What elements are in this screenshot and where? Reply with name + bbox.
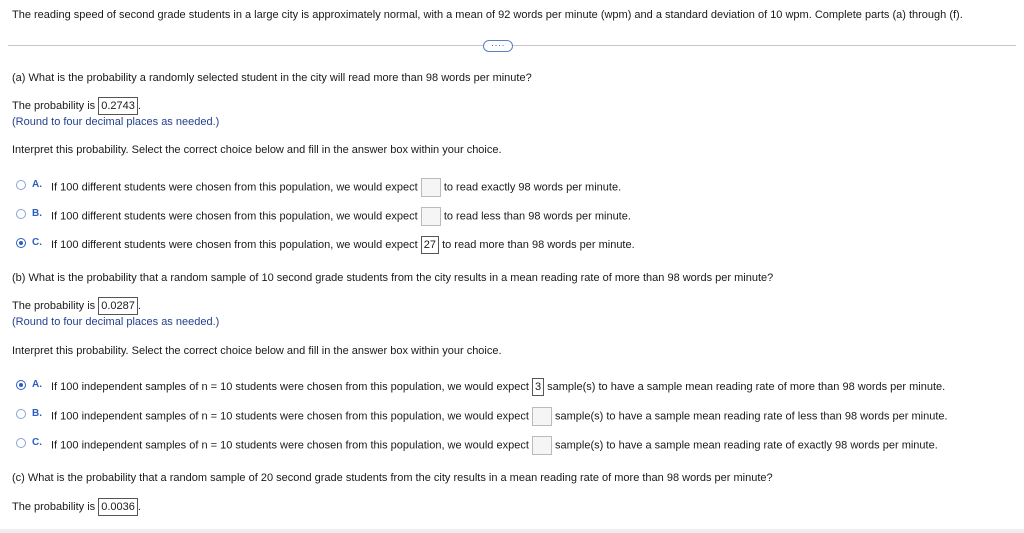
choice-text: sample(s) to have a sample mean reading rate of less than 98 words per minute.: [555, 410, 948, 423]
choice-text: If 100 different students were chosen from this population, we would expect: [51, 238, 418, 251]
bottom-scroll-edge: [0, 529, 1024, 533]
part-b-question: (b) What is the probability that a random sample of 10 second grade students from the city results in a mean reading rate of more than 98 words per minute?: [12, 272, 774, 284]
choice-letter: A.: [32, 379, 42, 390]
choice-letter: A.: [32, 179, 42, 190]
part-b-interpret-instruction: Interpret this probability. Select the correct choice below and fill in the answer box within your choice.: [12, 345, 502, 357]
part-b-round-hint: (Round to four decimal places as needed.): [12, 316, 220, 328]
part-b-choice-c[interactable]: [51, 436, 938, 455]
part-a-choice-c-answer-box[interactable]: 27: [421, 236, 439, 254]
part-a-choice-a-radio[interactable]: [16, 180, 26, 190]
probability-prefix: The probability is: [12, 99, 96, 112]
part-b-probability-answer[interactable]: 0.0287: [98, 297, 138, 315]
period: .: [137, 99, 141, 112]
period: .: [137, 299, 141, 312]
period: .: [137, 500, 141, 513]
choice-letter: B.: [32, 408, 42, 419]
choice-text: If 100 different students were chosen from this population, we would expect: [51, 181, 418, 194]
part-b-choice-c-radio[interactable]: [16, 438, 26, 448]
choice-text: If 100 independent samples of n = 10 students were chosen from this population, we would expect: [51, 439, 529, 452]
choice-text: If 100 different students were chosen from this population, we would expect: [51, 210, 418, 223]
choice-text: to read less than 98 words per minute.: [443, 210, 631, 223]
choice-text: sample(s) to have a sample mean reading rate of more than 98 words per minute.: [547, 380, 946, 393]
choice-text: If 100 independent samples of n = 10 students were chosen from this population, we would expect: [51, 380, 529, 393]
choice-text: to read more than 98 words per minute.: [442, 238, 635, 251]
part-a-choice-a[interactable]: [51, 178, 621, 197]
part-a-choice-c-radio-selected[interactable]: [16, 238, 26, 248]
part-a-round-hint: (Round to four decimal places as needed.): [12, 116, 220, 128]
part-b-choice-c-answer-box[interactable]: [532, 436, 552, 455]
part-a-interpret-instruction: Interpret this probability. Select the correct choice below and fill in the answer box within your choice.: [12, 144, 502, 156]
choice-letter: B.: [32, 208, 42, 219]
probability-prefix: The probability is: [12, 299, 96, 312]
expand-more-button[interactable]: ····: [483, 40, 513, 52]
part-a-choice-b[interactable]: [51, 207, 631, 226]
probability-prefix: The probability is: [12, 500, 96, 513]
part-b-probability-line: [12, 297, 141, 315]
part-a-probability-line: [12, 97, 141, 115]
part-a-choice-b-answer-box[interactable]: [421, 207, 441, 226]
part-b-choice-b-answer-box[interactable]: [532, 407, 552, 426]
part-b-choice-a-radio-selected[interactable]: [16, 380, 26, 390]
part-b-choice-a-answer-box[interactable]: 3: [532, 378, 544, 396]
choice-letter: C.: [32, 237, 42, 248]
part-c-question: (c) What is the probability that a random sample of 20 second grade students from the city results in a mean reading rate of more than 98 words per minute?: [12, 472, 773, 484]
part-a-question: (a) What is the probability a randomly selected student in the city will read more than 98 words per minute?: [12, 72, 532, 84]
part-a-choice-b-radio[interactable]: [16, 209, 26, 219]
part-b-choice-b[interactable]: [51, 407, 948, 426]
problem-statement: The reading speed of second grade students in a large city is approximately normal, with a mean of 92 words per minute (wpm) and a standard deviation of 10 wpm. Complete parts (a) through (f).: [12, 9, 963, 21]
choice-text: If 100 independent samples of n = 10 students were chosen from this population, we would expect: [51, 410, 529, 423]
part-a-choice-c[interactable]: [51, 236, 635, 254]
part-b-choice-a[interactable]: [51, 378, 945, 396]
choice-text: sample(s) to have a sample mean reading rate of exactly 98 words per minute.: [555, 439, 938, 452]
part-c-probability-answer[interactable]: 0.0036: [98, 498, 138, 516]
part-b-choice-b-radio[interactable]: [16, 409, 26, 419]
part-c-probability-line: [12, 498, 141, 516]
choice-letter: C.: [32, 437, 42, 448]
part-a-probability-answer[interactable]: 0.2743: [98, 97, 138, 115]
part-a-choice-a-answer-box[interactable]: [421, 178, 441, 197]
choice-text: to read exactly 98 words per minute.: [443, 181, 622, 194]
